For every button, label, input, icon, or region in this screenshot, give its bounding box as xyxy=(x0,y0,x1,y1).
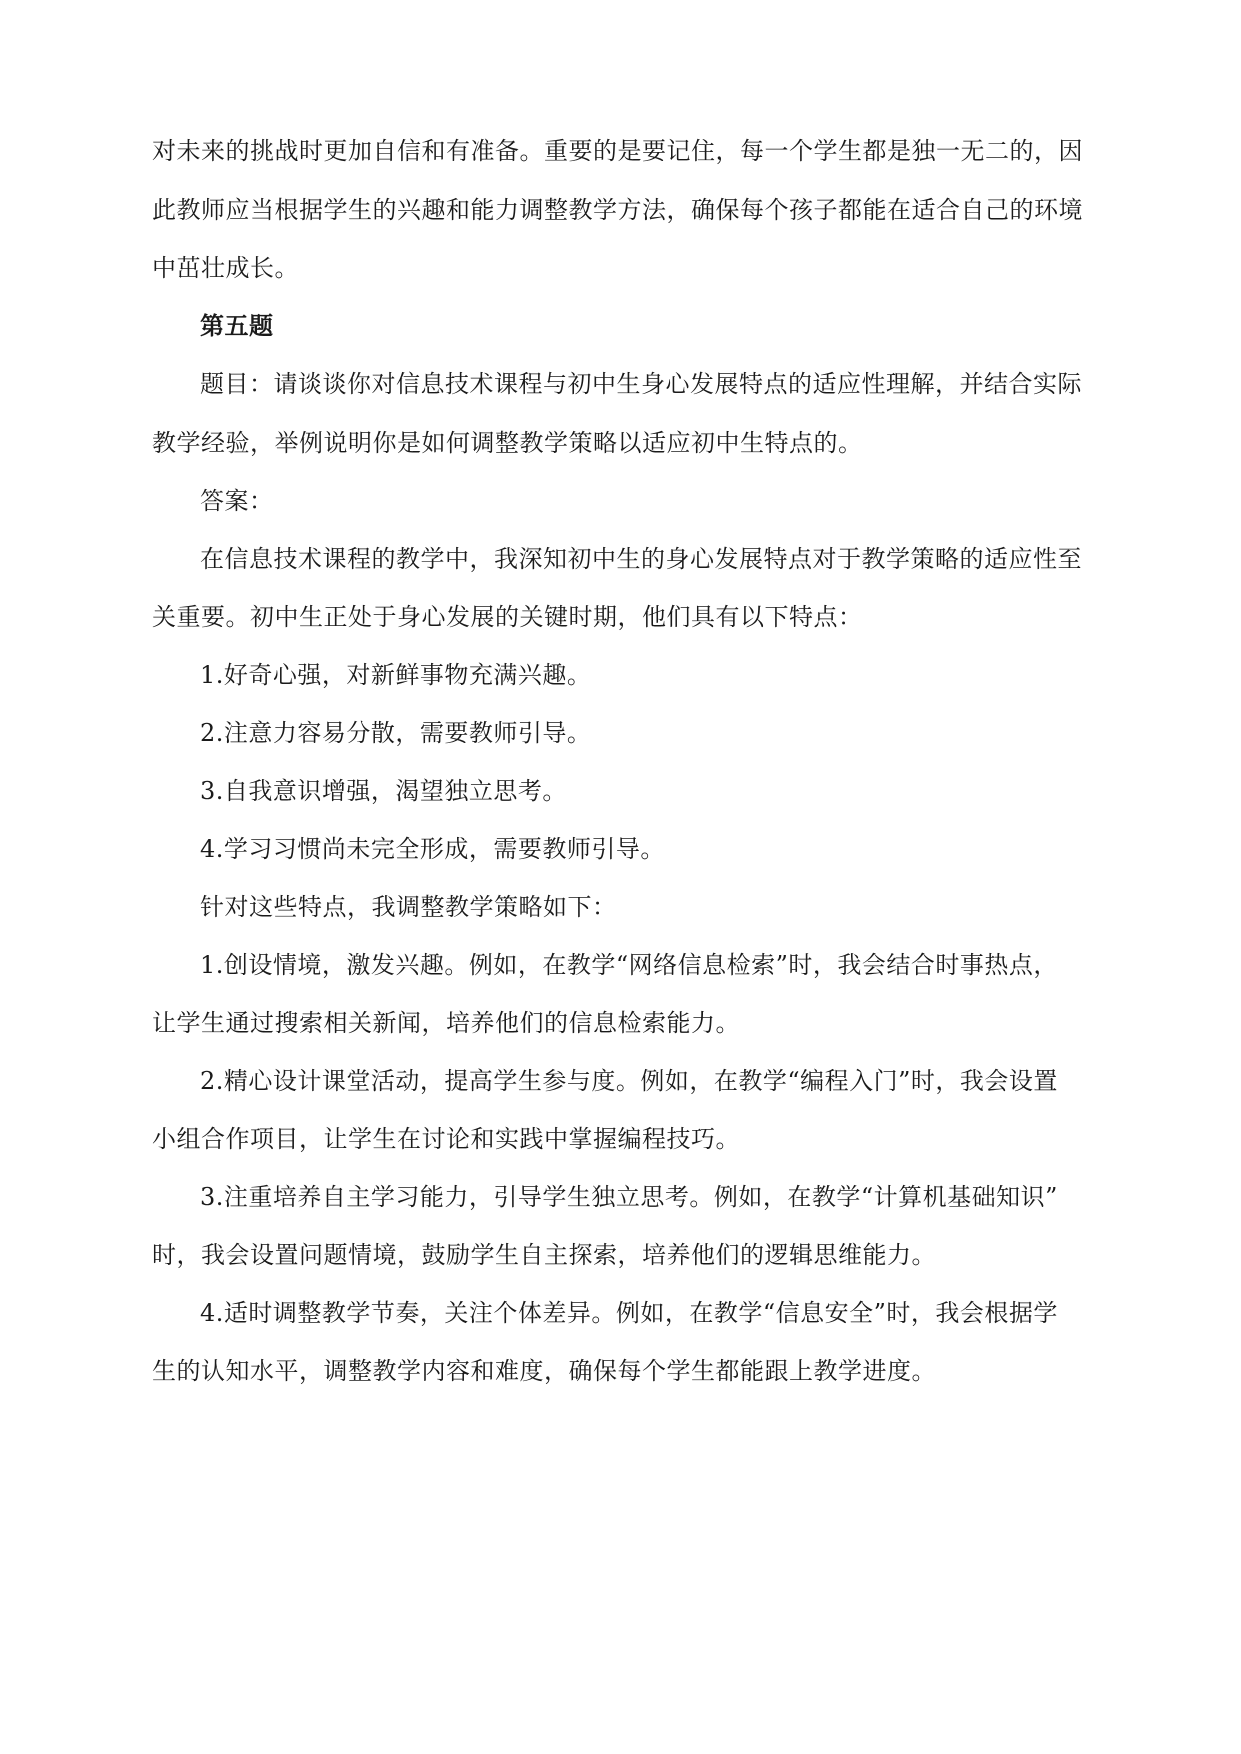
list-item-continuation: 生的认知水平，调整教学内容和难度，确保每个学生都能跟上教学进度。 xyxy=(152,1357,936,1385)
list-item: 1.好奇心强，对新鲜事物充满兴趣。 xyxy=(200,661,592,689)
list-item-continuation: 让学生通过搜索相关新闻，培养他们的信息检索能力。 xyxy=(152,1009,740,1037)
list-item-continuation: 小组合作项目，让学生在讨论和实践中掌握编程技巧。 xyxy=(152,1125,740,1153)
section-heading: 第五题 xyxy=(200,311,274,340)
paragraph-line: 中茁壮成长。 xyxy=(152,254,299,282)
question-line: 教学经验，举例说明你是如何调整教学策略以适应初中生特点的。 xyxy=(152,429,863,457)
list-item: 3.注重培养自主学习能力，引导学生独立思考。例如，在教学“计算机基础知识” xyxy=(200,1183,1058,1211)
paragraph-line: 在信息技术课程的教学中，我深知初中生的身心发展特点对于教学策略的适应性至 xyxy=(200,545,1082,573)
list-item: 2.注意力容易分散，需要教师引导。 xyxy=(200,719,592,747)
paragraph-line: 此教师应当根据学生的兴趣和能力调整教学方法，确保每个孩子都能在适合自己的环境 xyxy=(152,196,1083,224)
question-line: 题目：请谈谈你对信息技术课程与初中生身心发展特点的适应性理解，并结合实际 xyxy=(200,370,1082,398)
list-item: 2.精心设计课堂活动，提高学生参与度。例如，在教学“编程入门”时，我会设置 xyxy=(200,1067,1058,1095)
list-item: 1.创设情境，激发兴趣。例如，在教学“网络信息检索”时，我会结合时事热点， xyxy=(200,951,1058,979)
answer-label: 答案： xyxy=(200,487,274,515)
paragraph-line: 针对这些特点，我调整教学策略如下： xyxy=(200,893,617,921)
list-item: 4.适时调整教学节奏，关注个体差异。例如，在教学“信息安全”时，我会根据学 xyxy=(200,1299,1058,1327)
paragraph-line: 关重要。初中生正处于身心发展的关键时期，他们具有以下特点： xyxy=(152,603,863,631)
list-item: 3.自我意识增强，渴望独立思考。 xyxy=(200,777,567,805)
list-item: 4.学习习惯尚未完全形成，需要教师引导。 xyxy=(200,835,665,863)
list-item-continuation: 时，我会设置问题情境，鼓励学生自主探索，培养他们的逻辑思维能力。 xyxy=(152,1241,936,1269)
paragraph-line: 对未来的挑战时更加自信和有准备。重要的是要记住，每一个学生都是独一无二的，因 xyxy=(152,137,1083,165)
